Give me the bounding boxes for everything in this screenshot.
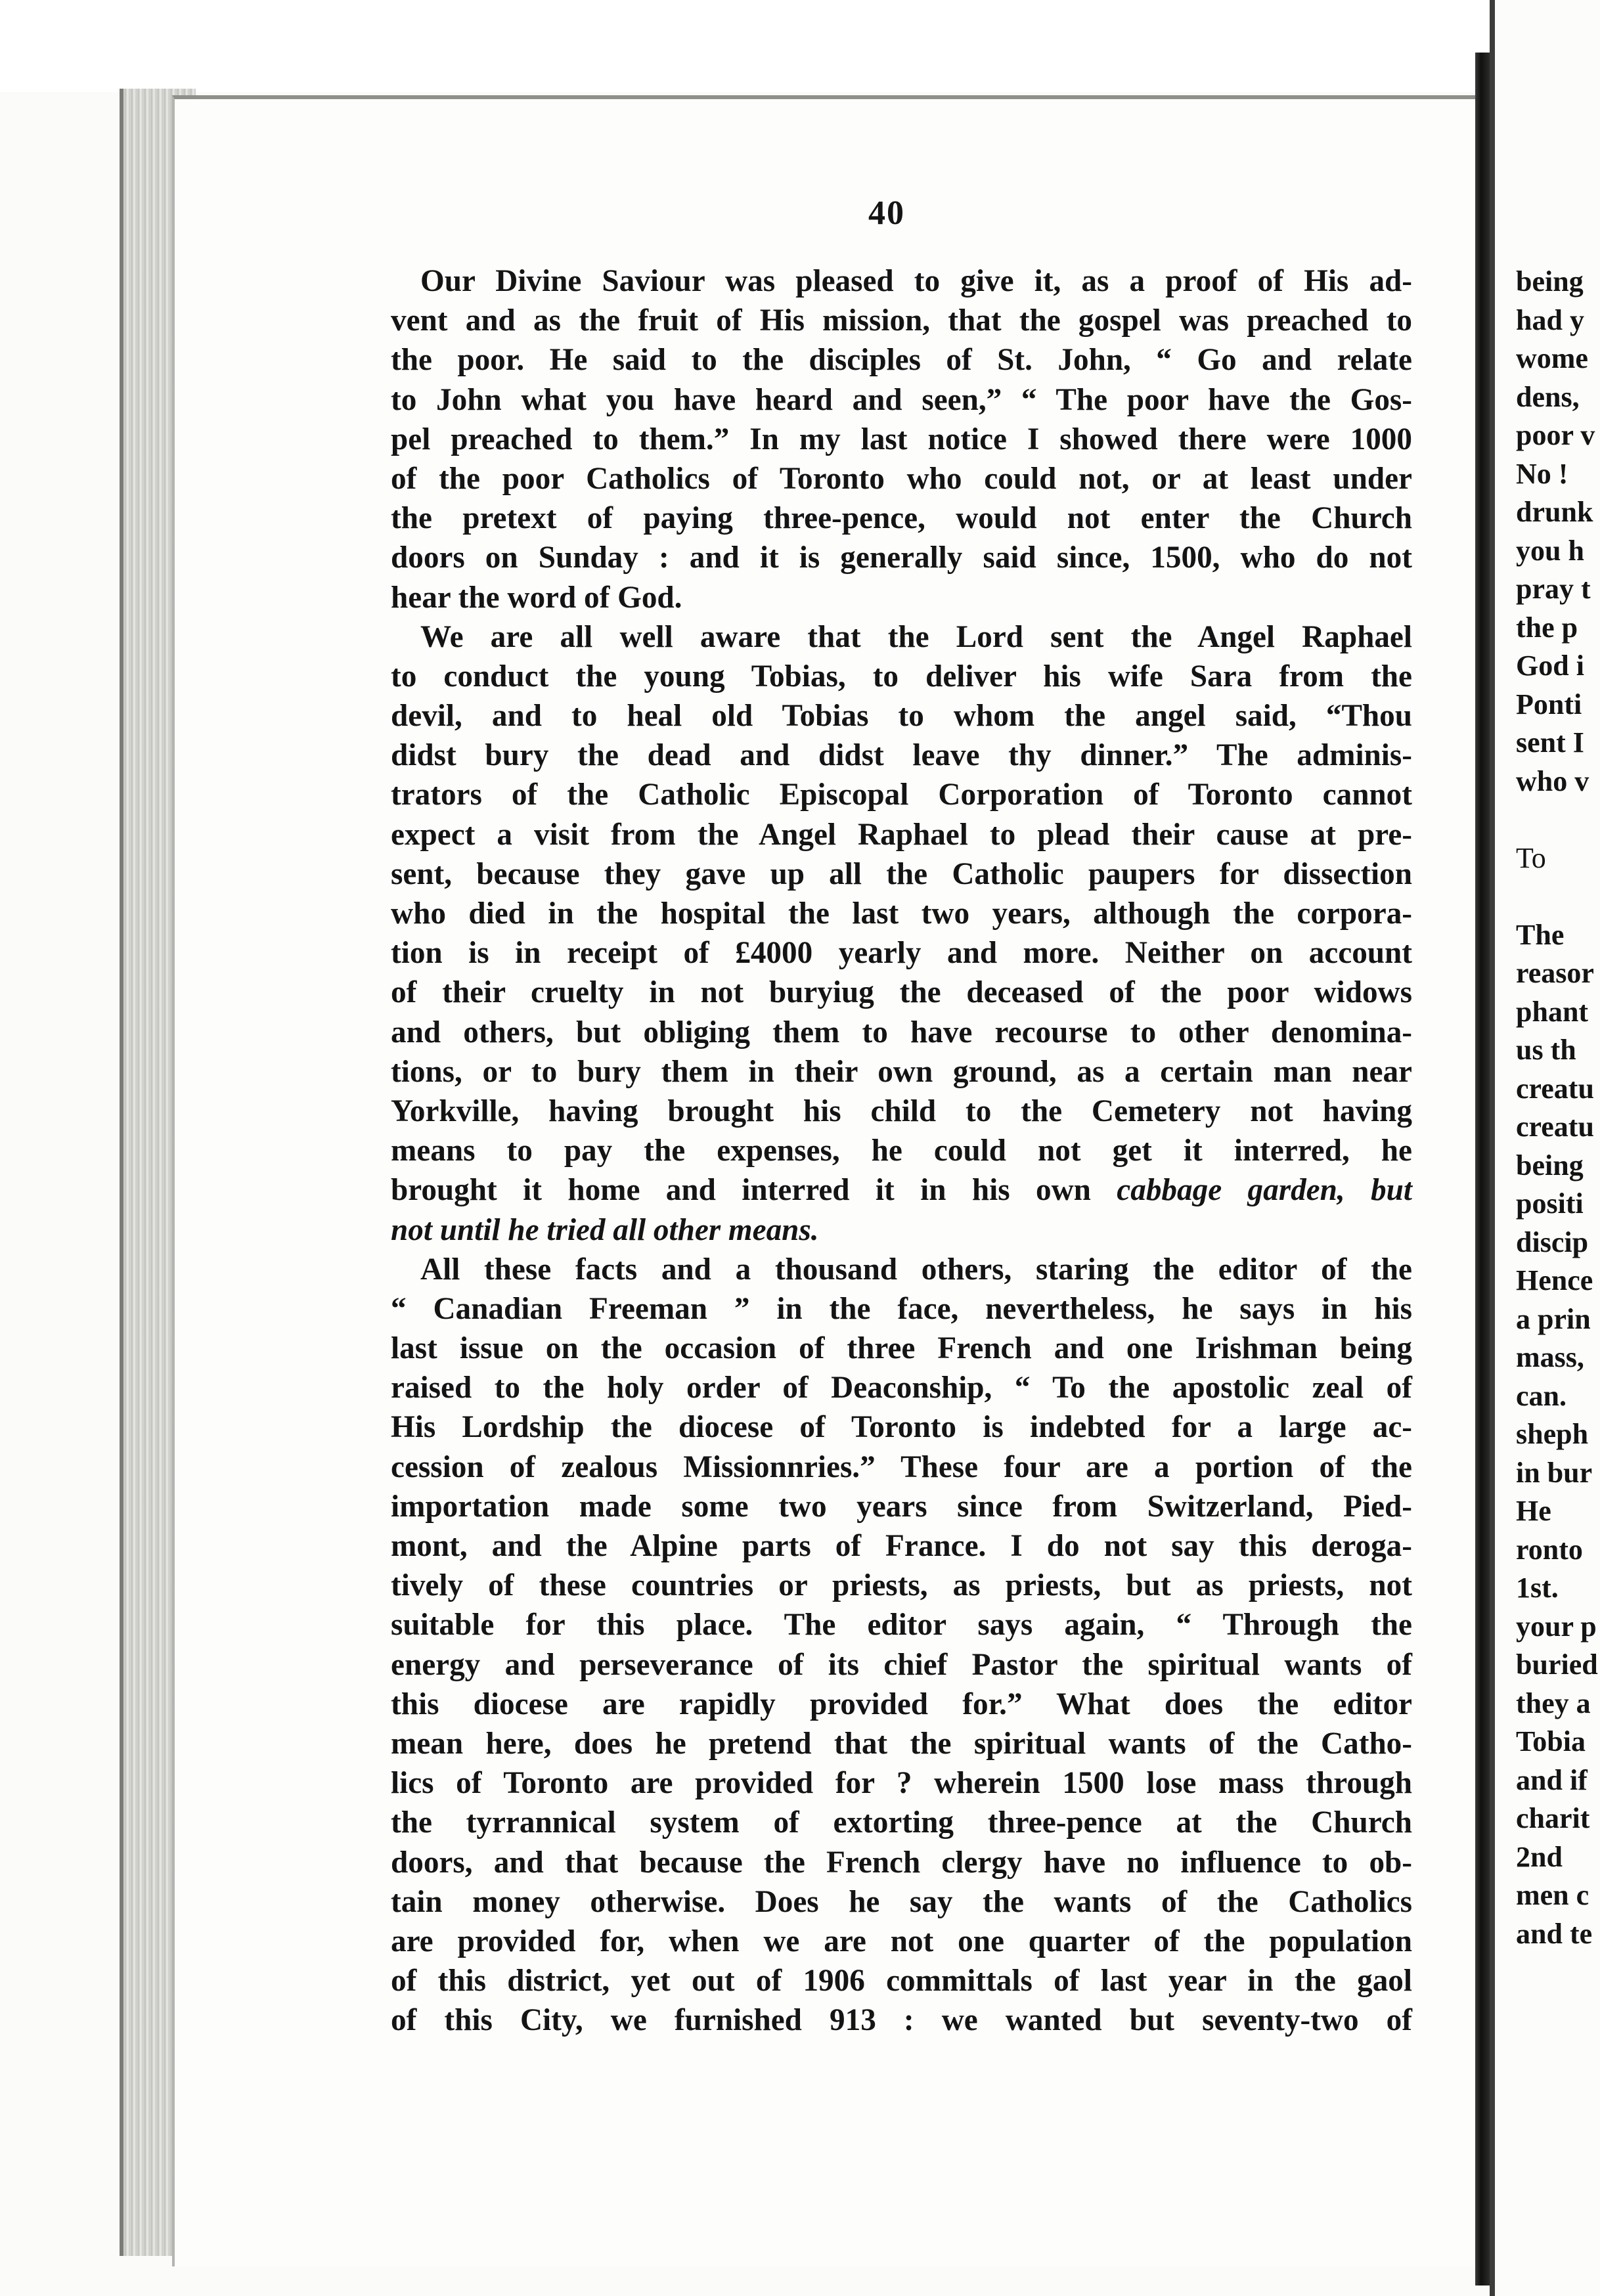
fragment-line: sent I — [1516, 726, 1584, 759]
text-line: tively of these countries or priests, as priests, but as priests, not — [391, 1568, 1412, 1603]
fragment-line: He — [1516, 1495, 1551, 1527]
text-line: vent and as the fruit of His mission, that the gospel was preached to — [391, 303, 1412, 338]
text-line: hear the word of God. — [391, 580, 682, 615]
text-line: Our Divine Saviour was pleased to give it, as a proof of His ad- — [420, 264, 1412, 298]
text-line: We are all well aware that the Lord sent the Angel Raphael — [420, 619, 1412, 654]
fragment-line: No ! — [1516, 457, 1568, 490]
text-line: last issue on the occasion of three French and one Irishman being — [391, 1331, 1412, 1366]
fragment-line: in bur — [1516, 1456, 1593, 1489]
text-line: raised to the holy order of Deaconship, “ To the apostolic zeal of — [391, 1371, 1412, 1405]
fragment-line: buried — [1516, 1648, 1598, 1681]
book-gutter — [1475, 53, 1490, 2285]
fragment-line: your p — [1516, 1610, 1597, 1643]
scan-top-margin — [0, 0, 1600, 92]
text-line: the poor. He said to the disciples of St. John, “ Go and relate — [391, 343, 1412, 378]
text-line: didst bury the dead and didst leave thy dinner.” The adminis- — [391, 738, 1412, 773]
fragment-line — [1516, 801, 1598, 839]
fragment-line: The — [1516, 918, 1565, 951]
text-line: sent, because they gave up all the Catholic paupers for dissection — [391, 856, 1412, 891]
fragment-line: who v — [1516, 764, 1589, 797]
fragment-line: being — [1516, 265, 1584, 298]
facing-page-text — [1516, 263, 1598, 1953]
fragment-line: sheph — [1516, 1418, 1589, 1450]
text-line: mont, and the Alpine parts of France. I do not say this deroga- — [391, 1529, 1412, 1563]
facing-page-edge — [1490, 0, 1495, 2296]
fragment-line: 1st. — [1516, 1572, 1559, 1604]
fragment-line: you h — [1516, 534, 1584, 567]
fragment-line: dens, — [1516, 380, 1580, 413]
fragment-line: Hence — [1516, 1264, 1593, 1296]
text-line: who died in the hospital the last two years, although the corpora- — [391, 896, 1412, 931]
fragment-line: and te — [1516, 1917, 1593, 1950]
text-line: His Lordship the diocese of Toronto is indebted for a large ac- — [391, 1410, 1412, 1445]
text-line: Yorkville, having brought his child to the Cemetery not having — [391, 1093, 1412, 1128]
fragment-line: positi — [1516, 1187, 1584, 1220]
fragment-line: pray t — [1516, 573, 1591, 605]
fragment-line: Tobia — [1516, 1725, 1586, 1757]
text-line: means to pay the expenses, he could not get it interred, he — [391, 1134, 1412, 1168]
fragment-line: creatu — [1516, 1111, 1594, 1143]
fragment-line: ronto — [1516, 1533, 1583, 1566]
fragment-line: they a — [1516, 1687, 1591, 1719]
fragment-line: drunk — [1516, 496, 1593, 528]
fragment-line: poor v — [1516, 419, 1595, 451]
text-line: are provided for, when we are not one quarter of the population — [391, 1924, 1412, 1958]
text-line: suitable for this place. The editor says again, “ Through the — [391, 1608, 1412, 1643]
text-line: mean here, does he pretend that the spiritual wants of the Catho- — [391, 1726, 1412, 1761]
text-line: to John what you have heard and seen,” “ The poor have the Gos- — [391, 382, 1412, 417]
text-line: of this district, yet out of 1906 committals of last year in the gaol — [391, 1964, 1412, 1998]
fragment-line: and if — [1516, 1763, 1588, 1796]
text-line: energy and perseverance of its chief Pastor the spiritual wants of — [391, 1647, 1412, 1682]
text-line: the pretext of paying three-pence, would not enter the Church — [391, 501, 1412, 536]
fragment-line: God i — [1516, 650, 1584, 682]
fragment-line: phant — [1516, 995, 1589, 1028]
fragment-line: being — [1516, 1149, 1584, 1181]
fragment-line: reasor — [1516, 957, 1594, 989]
fragment-line: a prin — [1516, 1302, 1591, 1335]
text-line: “ Canadian Freeman ” in the face, nevertheless, he says in his — [391, 1291, 1412, 1326]
text-line: doors on Sunday : and it is generally said since, 1500, who do not — [391, 541, 1412, 575]
text-line: expect a visit from the Angel Raphael to plead their cause at pre- — [391, 817, 1412, 852]
fragment-line: 2nd — [1516, 1840, 1563, 1873]
text-line: cession of zealous Missionnries.” These four are a portion of the — [391, 1449, 1412, 1484]
fragment-line: the p — [1516, 611, 1578, 644]
text-line: pel preached to them.” In my last notice I showed there were 1000 — [391, 422, 1412, 456]
text-line: importation made some two years since from Switzerland, Pied- — [391, 1489, 1412, 1524]
fragment-line: can. — [1516, 1379, 1567, 1412]
text-line: tions, or to bury them in their own ground, as a certain man near — [391, 1054, 1412, 1089]
page-number: 40 — [868, 194, 905, 232]
italic-run: cabbage garden, but — [1117, 1173, 1412, 1208]
text-line: of the poor Catholics of Toronto who could not, or at least under — [391, 461, 1412, 496]
text-line: of their cruelty in not buryiug the deceased of the poor widows — [391, 975, 1412, 1010]
fragment-line: creatu — [1516, 1072, 1594, 1105]
text-line: the tyrrannical system of extorting three-pence at the Church — [391, 1805, 1412, 1840]
text-line: trators of the Catholic Episcopal Corporation of Toronto cannot — [391, 778, 1412, 812]
body-text — [391, 261, 1412, 2040]
fragment-line: men c — [1516, 1879, 1589, 1911]
text-line: not until he tried all other means. — [391, 1212, 819, 1247]
fragment-line: discip — [1516, 1225, 1589, 1258]
text-line: tain money otherwise. Does he say the wants of the Catholics — [391, 1884, 1412, 1919]
fragment-line: Ponti — [1516, 688, 1582, 720]
fragment-line: had y — [1516, 303, 1584, 336]
text-line: All these facts and a thousand others, staring the editor of the — [420, 1252, 1412, 1287]
text-line: doors, and that because the French clergy have no influence to ob- — [391, 1845, 1412, 1880]
fragment-line: charit — [1516, 1802, 1590, 1834]
text-line: to conduct the young Tobias, to deliver his wife Sara from the — [391, 659, 1412, 694]
text-line: devil, and to heal old Tobias to whom the angel said, “Thou — [391, 699, 1412, 734]
text-line-with-italic — [391, 1170, 1412, 1210]
text-line: lics of Toronto are provided for ? wherein 1500 lose mass through — [391, 1766, 1412, 1801]
fragment-line: wome — [1516, 342, 1588, 374]
text-line: this diocese are rapidly provided for.” What does the editor — [391, 1687, 1412, 1721]
fragment-line: To — [1516, 841, 1546, 874]
text-line: of this City, we furnished 913 : we wanted but seventy-two of — [391, 2003, 1412, 2038]
text-run: brought it home and interred it in his own — [391, 1173, 1091, 1208]
text-line: tion is in receipt of £4000 yearly and more. Neither on account — [391, 936, 1412, 971]
text-line: and others, but obliging them to have recourse to other denomina- — [391, 1015, 1412, 1049]
fragment-line — [1516, 877, 1598, 916]
fragment-line: mass, — [1516, 1341, 1584, 1373]
fragment-line: us th — [1516, 1034, 1576, 1066]
facing-page — [1490, 0, 1600, 2296]
